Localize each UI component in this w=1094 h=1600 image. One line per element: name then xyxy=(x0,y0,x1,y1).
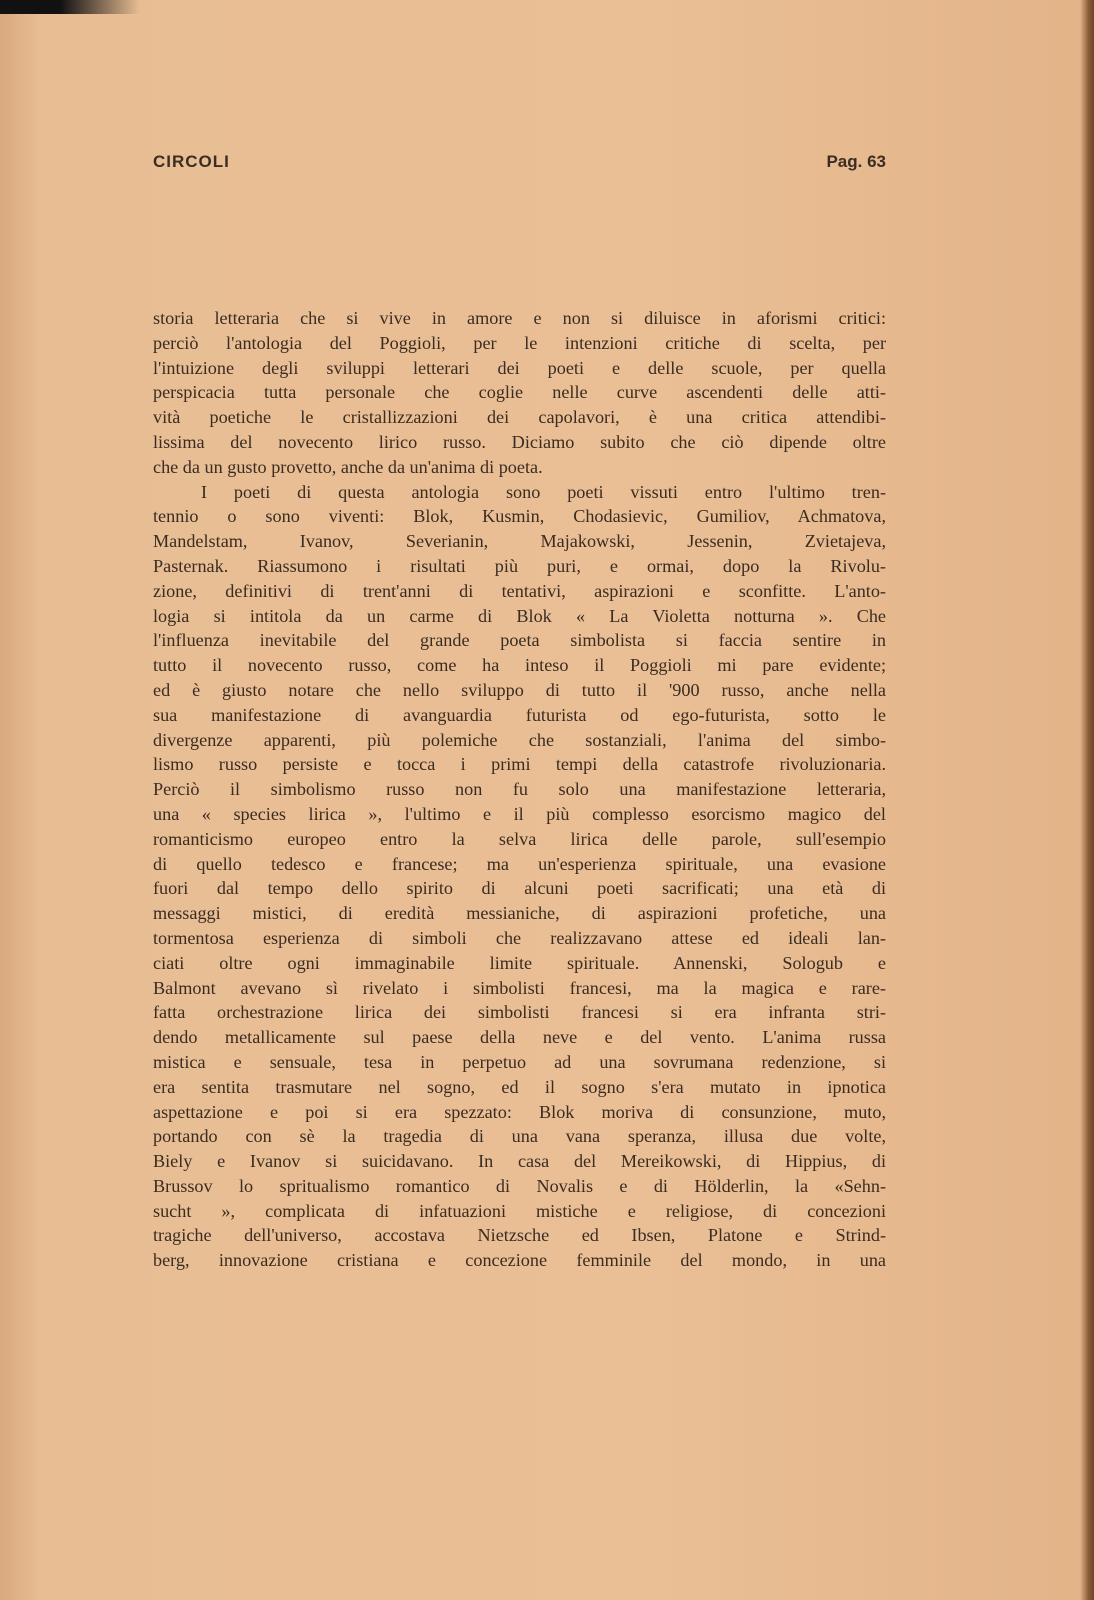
text-line: Brussov lo spritualismo romantico di Novalis e di Hölderlin, la «Sehn- xyxy=(153,1175,886,1196)
text-line: perspicacia tutta personale che coglie nelle curve ascendenti delle atti- xyxy=(153,382,886,403)
text-line: mistica e sensuale, tesa in perpetuo ad una sovrumana redenzione, si xyxy=(153,1051,886,1072)
text-line: Mandelstam, Ivanov, Severianin, Majakowski, Jessenin, Zvietajeva, xyxy=(153,531,886,552)
text-line: una « species lirica », l'ultimo e il più complesso esorcismo magico del xyxy=(153,803,886,824)
text-line: Pasternak. Riassumono i risultati più puri, e ormai, dopo la Rivolu- xyxy=(153,555,886,576)
body-text xyxy=(153,306,886,1273)
text-line: logia si intitola da un carme di Blok « La Violetta notturna ». Che xyxy=(153,605,886,626)
text-line: tragiche dell'universo, accostava Nietzsche ed Ibsen, Platone e Strind- xyxy=(153,1225,886,1246)
scan-edge-shadow-top xyxy=(0,0,140,14)
text-line: l'intuizione degli sviluppi letterari dei poeti e delle scuole, per quella xyxy=(153,357,886,378)
text-line: lismo russo persiste e tocca i primi tempi della catastrofe rivoluzionaria. xyxy=(153,754,886,775)
text-line: sucht », complicata di infatuazioni mistiche e religiose, di concezioni xyxy=(153,1200,886,1221)
running-head: CIRCOLI xyxy=(153,152,230,171)
text-line: storia letteraria che si vive in amore e non si diluisce in aforismi critici: xyxy=(153,308,886,328)
text-line: berg, innovazione cristiana e concezione femminile del mondo, in una xyxy=(153,1250,886,1271)
text-line: aspettazione e poi si era spezzato: Blok moriva di consunzione, muto, xyxy=(153,1101,886,1122)
text-line: divergenze apparenti, più polemiche che sostanziali, l'anima del simbo- xyxy=(153,729,886,750)
text-line: tutto il novecento russo, come ha inteso il Poggioli mi pare evidente; xyxy=(153,655,886,676)
text-line: Biely e Ivanov si suicidavano. In casa del Mereikowski, di Hippius, di xyxy=(153,1151,886,1172)
text-line: era sentita trasmutare nel sogno, ed il sogno s'era mutato in ipnotica xyxy=(153,1076,886,1097)
text-line: portando con sè la tragedia di una vana speranza, illusa due volte, xyxy=(153,1126,886,1147)
text-line: I poeti di questa antologia sono poeti vissuti entro l'ultimo tren- xyxy=(201,481,886,502)
text-line: ciati oltre ogni immaginabile limite spirituale. Annenski, Sologub e xyxy=(153,952,886,973)
text-line: perciò l'antologia del Poggioli, per le intenzioni critiche di scelta, per xyxy=(153,332,886,353)
text-line: l'influenza inevitabile del grande poeta simbolista si faccia sentire in xyxy=(153,630,886,651)
text-line: tormentosa esperienza di simboli che realizzavano attese ed ideali lan- xyxy=(153,927,886,948)
text-line: messaggi mistici, di eredità messianiche, di aspirazioni profetiche, una xyxy=(153,903,886,924)
text-line: fuori dal tempo dello spirito di alcuni poeti sacrificati; una età di xyxy=(153,878,886,899)
text-line: Perciò il simbolismo russo non fu solo una manifestazione letteraria, xyxy=(153,779,886,800)
scan-edge-shadow-right xyxy=(1080,0,1094,1600)
page-header xyxy=(153,152,886,178)
text-line: sua manifestazione di avanguardia futurista od ego-futurista, sotto le xyxy=(153,704,886,725)
text-line: di quello tedesco e francese; ma un'esperienza spirituale, una evasione xyxy=(153,853,886,874)
text-line: fatta orchestrazione lirica dei simbolisti francesi si era infranta stri- xyxy=(153,1002,886,1023)
text-line: zione, definitivi di trent'anni di tentativi, aspirazioni e sconfitte. L'anto- xyxy=(153,580,886,601)
text-line: tennio o sono viventi: Blok, Kusmin, Chodasievic, Gumiliov, Achmatova, xyxy=(153,506,886,527)
text-line: vità poetiche le cristallizzazioni dei capolavori, è una critica attendibi- xyxy=(153,407,886,428)
text-line: lissima del novecento lirico russo. Diciamo subito che ciò dipende oltre xyxy=(153,431,886,452)
text-line: romanticismo europeo entro la selva lirica delle parole, sull'esempio xyxy=(153,828,886,849)
text-line: ed è giusto notare che nello sviluppo di tutto il '900 russo, anche nella xyxy=(153,679,886,700)
text-line: dendo metallicamente sul paese della neve e del vento. L'anima russa xyxy=(153,1027,886,1048)
text-line: che da un gusto provetto, anche da un'anima di poeta. xyxy=(153,456,543,477)
page-number: Pag. 63 xyxy=(826,152,886,171)
text-line: Balmont avevano sì rivelato i simbolisti francesi, ma la magica e rare- xyxy=(153,977,886,998)
